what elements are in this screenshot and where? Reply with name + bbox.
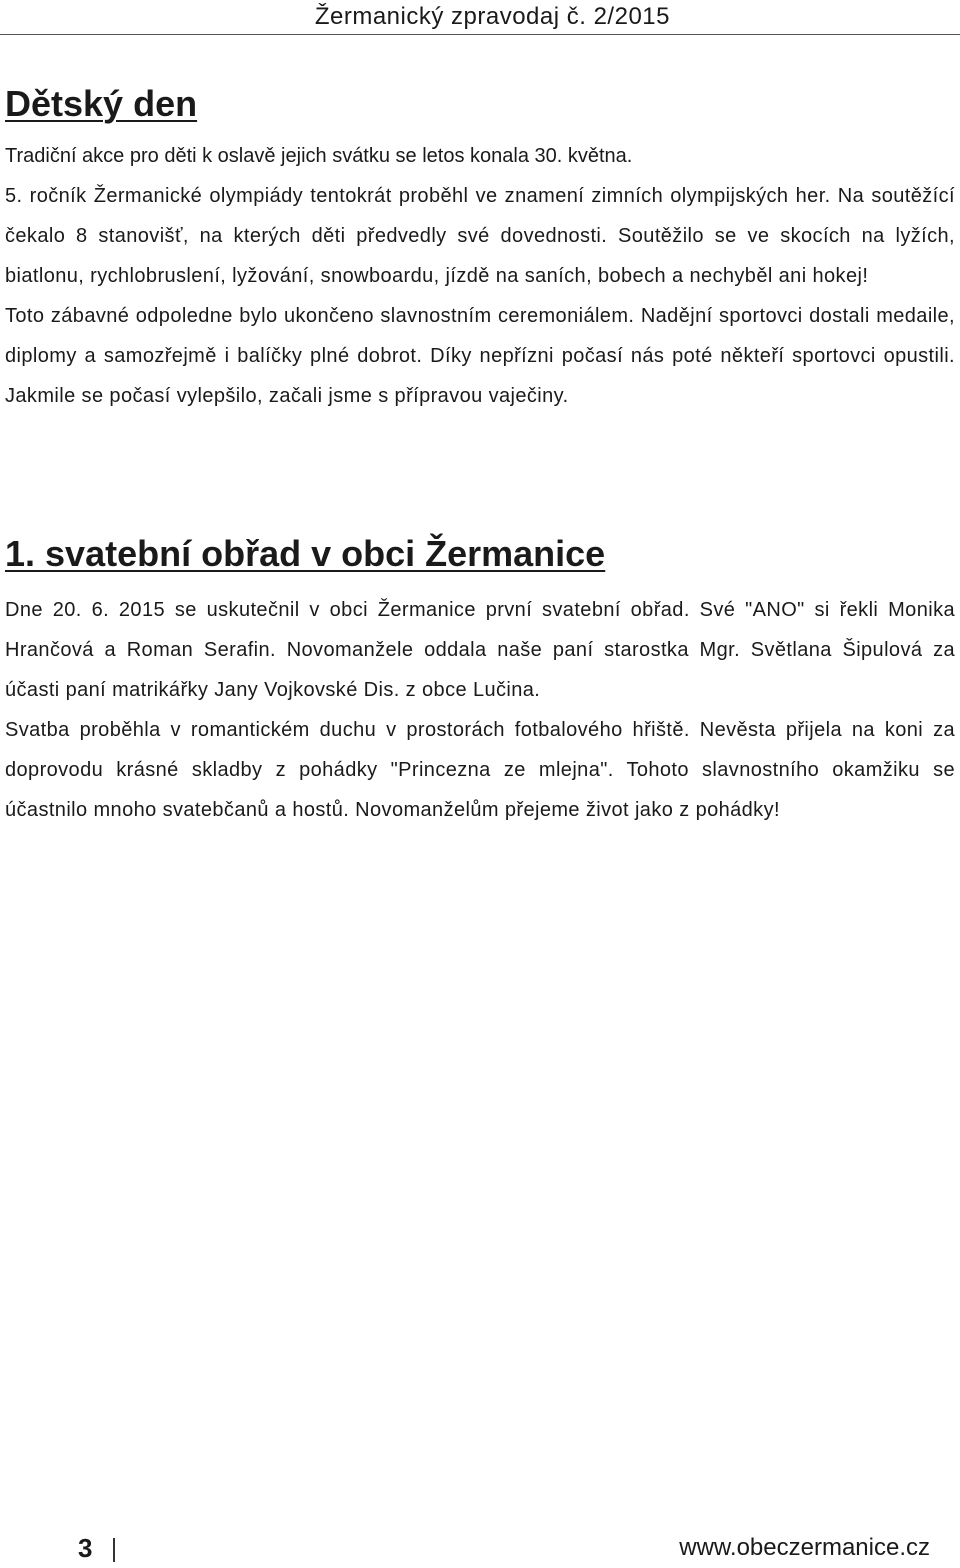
- article-paragraph: Toto zábavné odpoledne bylo ukončeno slavnostním ceremoniálem. Nadějní sportovci dostali medaile, diplomy a samozřejmě i balíčky plné dobrot. Díky nepřízni počasí nás poté někteří sportovci opustili. Jakmile se počasí vylepšilo, začali jsme s přípravou vaječiny.: [5, 305, 955, 407]
- page-header: [0, 0, 960, 36]
- article-title: Dětský den: [5, 83, 198, 124]
- article-title: 1. svatební obřad v obci Žermanice: [5, 533, 606, 574]
- article-paragraph: Svatba proběhla v romantickém duchu v prostorách fotbalového hřiště. Nevěsta přijela na koni za doprovodu krásné skladby z pohádky "Princezna ze mlejna". Tohoto slavnostního okamžiku se účastnilo mnoho svatebčanů a hostů. Novomanželům přejeme život jako z pohádky!: [5, 719, 955, 821]
- article-paragraph: Tradiční akce pro děti k oslavě jejich svátku se letos konala 30. května.: [5, 145, 633, 167]
- page-footer: [0, 1528, 960, 1561]
- header-divider: [0, 34, 960, 35]
- article-wedding: [5, 530, 955, 830]
- article-paragraph: 5. ročník Žermanické olympiády tentokrát proběhl ve znamení zimních olympijských her. Na soutěžící čekalo 8 stanovišť, na kterých děti předvedly své dovednosti. Soutěžilo se ve skocích na lyžích, biatlonu, rychlobruslení, lyžování, snowboardu, jízdě na saních, bobech a nechyběl ani hokej!: [5, 185, 955, 287]
- website-link[interactable]: www.obeczermanice.cz: [679, 1534, 930, 1561]
- page-number: 3: [78, 1533, 93, 1563]
- article-childrens-day: [5, 82, 955, 416]
- newsletter-title: Žermanický zpravodaj č. 2/2015: [314, 3, 670, 30]
- article-paragraph: Dne 20. 6. 2015 se uskutečnil v obci Žermanice první svatební obřad. Své "ANO" si řekli Monika Hrančová a Roman Serafin. Novomanžele oddala naše paní starostka Mgr. Světlana Šipulová za účasti paní matrikářky Jany Vojkovské Dis. z obce Lučina.: [5, 599, 955, 701]
- footer-separator: [113, 1538, 115, 1562]
